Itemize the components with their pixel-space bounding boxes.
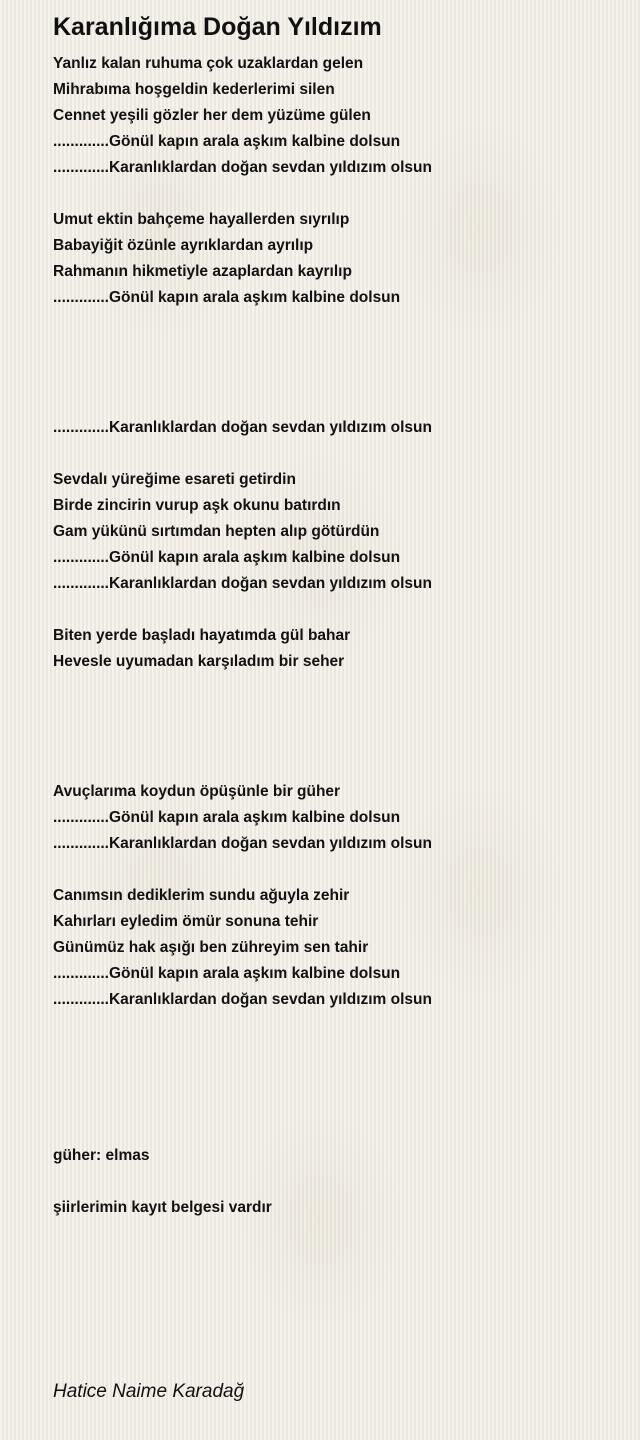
- poem-body: [53, 51, 613, 1221]
- stanza-gap: [53, 441, 613, 467]
- poem-refrain: .............Gönül kapın arala aşkım kalbine dolsun: [53, 965, 401, 982]
- poem-line: Sevdalı yüreğime esareti getirdin: [53, 471, 296, 488]
- poem-line: Babayiğit özünle ayrıklardan ayrılıp: [53, 237, 314, 254]
- poem-line: Umut ektin bahçeme hayallerden sıyrılıp: [53, 211, 350, 228]
- poem-refrain: .............Gönül kapın arala aşkım kalbine dolsun: [53, 133, 401, 150]
- stanza-gap: [53, 675, 613, 779]
- stanza-gap: [53, 311, 613, 415]
- poem-refrain: .............Karanlıklardan doğan sevdan yıldızım olsun: [53, 835, 432, 852]
- registration-note: şiirlerimin kayıt belgesi vardır: [53, 1199, 272, 1216]
- poem-title: Karanlığıma Doğan Yıldızım: [53, 13, 382, 41]
- poem-line: Mihrabıma hoşgeldin kederlerimi silen: [53, 81, 335, 98]
- poem-line: Avuçlarıma koydun öpüşünle bir güher: [53, 783, 341, 800]
- poem-line: Hevesle uyumadan karşıladım bir seher: [53, 653, 345, 670]
- stanza-gap: [53, 181, 613, 207]
- poem-refrain: .............Gönül kapın arala aşkım kalbine dolsun: [53, 809, 401, 826]
- poem-line: Günümüz hak aşığı ben zühreyim sen tahir: [53, 939, 369, 956]
- poem-line: Birde zincirin vurup aşk okunu batırdın: [53, 497, 341, 514]
- poem-line: Canımsın dediklerim sundu ağuyla zehir: [53, 887, 350, 904]
- poem-refrain: .............Gönül kapın arala aşkım kalbine dolsun: [53, 289, 401, 306]
- stanza-gap: [53, 597, 613, 623]
- stanza-gap: [53, 857, 613, 883]
- poem-line: Cennet yeşili gözler her dem yüzüme gülen: [53, 107, 371, 124]
- poem-line: Kahırları eyledim ömür sonuna tehir: [53, 913, 319, 930]
- poem-refrain: .............Karanlıklardan doğan sevdan yıldızım olsun: [53, 159, 432, 176]
- author-name: Hatice Naime Karadağ: [53, 1381, 245, 1402]
- poem-line: Gam yükünü sırtımdan hepten alıp götürdün: [53, 523, 380, 540]
- poem-refrain: .............Karanlıklardan doğan sevdan yıldızım olsun: [53, 575, 432, 592]
- poem-refrain: .............Karanlıklardan doğan sevdan yıldızım olsun: [53, 419, 432, 436]
- poem-refrain: .............Karanlıklardan doğan sevdan yıldızım olsun: [53, 991, 432, 1008]
- stanza-gap: [53, 1169, 613, 1195]
- poem-refrain: .............Gönül kapın arala aşkım kalbine dolsun: [53, 549, 401, 566]
- poem-line: Biten yerde başladı hayatımda gül bahar: [53, 627, 351, 644]
- footnote: güher: elmas: [53, 1147, 150, 1164]
- poem-line: Yanlız kalan ruhuma çok uzaklardan gelen: [53, 55, 364, 72]
- stanza-gap: [53, 1013, 613, 1143]
- poem-line: Rahmanın hikmetiyle azaplardan kayrılıp: [53, 263, 352, 280]
